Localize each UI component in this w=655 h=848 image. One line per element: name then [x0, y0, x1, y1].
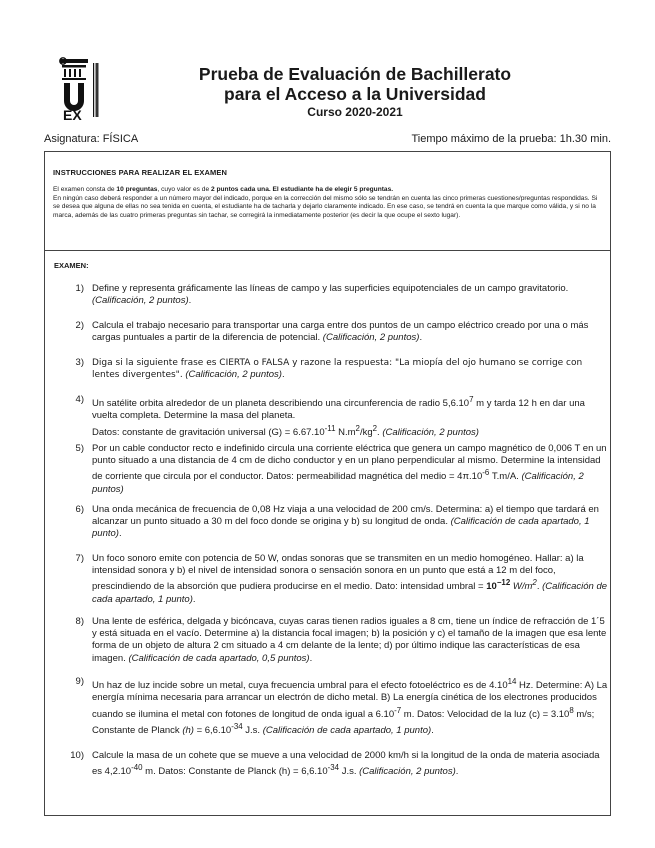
question-text: Hz. Determine: A) La energía mínima necesaria para arrancar un electrón de dicho metal. B) La energía cinética de los electrones producidos cuando se ilumina el metal con fotones de longitud de onda igual a 6.10: [92, 680, 608, 720]
exponent: −12: [496, 578, 511, 588]
exponent: 2: [355, 423, 360, 433]
question-grade: (Calificación, 2 puntos): [185, 369, 282, 381]
question-text: J.s.: [242, 725, 263, 737]
question-8: 8) Una lente de esférica, delgada y bicóncava, cuyas caras tienen radios iguales a 8 cm, tiene un índice de refracción de 1´5 y está situada en el vacío. Determine a) la distancia focal imagen; b) la posición y c) el tamaño de la imagen que esa lente forma de un objeto de altura 2 cm situado a 4 cm delante de la lente; d) por último indique las características de esa imagen. (Calificación de cada apartado, 0,5 puntos).: [68, 616, 610, 665]
subject-label: Asignatura: FÍSICA: [44, 133, 139, 145]
question-text: J.s.: [339, 766, 360, 778]
question-data: N.m: [335, 426, 356, 438]
exponent: -40: [131, 763, 143, 773]
question-text: Calcula el trabajo necesario para transportar una carga entre dos puntos de un campo eléctrico creado por una o más cargas puntuales a partir de la diferencia de potencial.: [92, 320, 589, 344]
instr-bold: 2 puntos cada una: [210, 186, 269, 193]
question-grade: (Calificación de cada apartado, 1 punto): [262, 725, 432, 737]
question-text: m/s; Constante de Planck: [92, 708, 595, 737]
question-text: = 6,6.10: [193, 725, 232, 737]
pi-symbol: π: [462, 471, 470, 483]
exponent: -11: [324, 423, 336, 433]
exponent: 2: [532, 578, 537, 588]
question-text: Define y representa gráficamente las líneas de campo y las superficies equipotenciales de un campo gravitatorio.: [92, 283, 569, 294]
svg-text:EX: EX: [63, 107, 82, 121]
planck-symbol: (h): [182, 725, 194, 737]
question-10: 10) Calcule la masa de un cohete que se mueve a una velocidad de 2000 km/h si la longitud de la onda de materia asociada es $4,2.10^{-40}$ m. Datos: Constante de Planck $(h) = 6,6.10^{-34}$ J.s. (Calificación, 2 puntos).: [68, 750, 610, 779]
university-logo: [54, 57, 104, 121]
instructions-title: INSTRUCCIONES PARA REALIZAR EL EXAMEN: [53, 168, 227, 177]
question-4: [68, 394, 610, 439]
title-line-1: Prueba de Evaluación de Bachillerato: [198, 64, 512, 84]
question-text: m. Datos: Velocidad de la luz (c) = 3.10: [401, 708, 570, 720]
instr-bold: . El estudiante ha de elegir 5 preguntas.: [268, 186, 394, 193]
question-data: .: [377, 426, 383, 438]
question-text: .: [536, 581, 543, 593]
question-grade: (Calificación, 2 puntos): [359, 766, 456, 778]
question-text: Diga si la siguiente frase es CIERTA o FALSA y razone la respuesta: "La miopía del ojo humano se corrige con lentes divergentes".: [92, 358, 583, 381]
instr-bold: 10 preguntas: [116, 186, 158, 193]
instr-text: El examen consta de: [53, 186, 117, 193]
question-number: 2): [75, 320, 84, 331]
question-number: 3): [75, 357, 84, 368]
question-7: 7) Un foco sonoro emite con potencia de 50 W, ondas sonoras que se transmiten en un medio homogéneo. Hallar: a) la intensidad sonora y b) el nivel de intensidad sonora o sensación sonora en un punto que está a 12 m del foco, prescindiendo de la absorción que pudiera producirse en el medio. Dato: intensidad umbral = $10^{-12}$ $W/m^2$. (Calificación de cada apartado, 1 punto).: [68, 553, 610, 606]
question-number: 8): [75, 616, 84, 627]
question-number: 6): [75, 504, 84, 515]
question-text: m y tarda 12 h en dar una vuelta completa. Determine la masa del planeta.: [92, 398, 585, 422]
instructions-section: [45, 152, 610, 251]
question-number: 10): [70, 750, 84, 761]
question-number: 9): [75, 676, 84, 687]
question-number: 5): [75, 443, 84, 454]
time-limit: Tiempo máximo de la prueba: 1h.30 min.: [411, 133, 611, 145]
question-text: Un satélite orbita alrededor de un planeta describiendo una circunferencia de radio 5,6.10: [92, 398, 470, 410]
question-number: 4): [75, 394, 84, 405]
question-text: Una onda mecánica de frecuencia de 0,08 Hz viaja a una velocidad de 200 cm/s. Determina: a) el tiempo que tardará en alcanzar un punto situado a 30 m del foco donde se origina y b) su longitud de onda.: [92, 504, 599, 528]
question-data: /kg: [359, 426, 373, 438]
question-number: 1): [75, 283, 84, 294]
question-2: 2) Calcula el trabajo necesario para transportar una carga entre dos puntos de un campo eléctrico creado por una o más cargas puntuales a partir de la diferencia de potencial. (Calificación, 2 puntos).: [68, 320, 610, 344]
question-text: m. Datos: Constante de Planck (h) = 6,6.10: [142, 766, 328, 778]
question-grade: (Calificación, 2 puntos): [322, 332, 420, 344]
exponent: 7: [469, 395, 474, 404]
question-number: 7): [75, 553, 84, 564]
question-1: 1) Define y representa gráficamente las líneas de campo y las superficies equipotenciales de un campo gravitatorio. (Calificación, 2 puntos).: [68, 283, 610, 307]
exponent: 2: [372, 423, 378, 433]
question-data: Datos: constante de gravitación universal (G) = 6.67.10: [92, 426, 325, 438]
question-5: [68, 443, 610, 496]
course-year: Curso 2020-2021: [307, 105, 403, 119]
formula: 10: [486, 581, 497, 593]
exponent: -34: [231, 721, 243, 731]
formula-unit: W/m: [510, 581, 533, 593]
question-text: .10: [469, 471, 483, 483]
exponent: -34: [327, 763, 340, 773]
exam-title: EXAMEN:: [54, 261, 89, 270]
title-line-2: para el Acceso a la Universidad: [224, 84, 486, 104]
question-grade: (Calificación, 2 puntos): [92, 295, 189, 307]
question-grade: (Calificación de cada apartado, 1 punto): [92, 516, 590, 540]
question-grade: (Calificación de cada apartado, 0,5 puntos): [128, 652, 310, 664]
question-grade: (Calificación, 2 puntos): [92, 471, 584, 495]
exam-header: [150, 64, 560, 120]
question-6: 6) Una onda mecánica de frecuencia de 0,08 Hz viaja a una velocidad de 200 cm/s. Determina: a) el tiempo que tardará en alcanzar un punto situado a 30 m del foco donde se origina y b) su longitud de onda. (Calificación de cada apartado, 1 punto).: [68, 504, 610, 541]
question-grade: (Calificación de cada apartado, 1 punto): [92, 581, 608, 605]
instructions-paragraph-2: En ningún caso deberá responder a un número mayor del indicado, porque en la corrección del mismo sólo se tendrán en cuenta las cinco primeras cuestiones/preguntas respondidas. Si se desea que alguna de ellas no sea tenida en cuenta, el estudiante ha de tacharla y dejarlo claramente indicado. En ese caso, se tendrá en cuenta la que marque como válida, y si no la marca, además de las cuatro primeras preguntas sin tachar, se corregirá la inmediatamente posterior (es decir la que ocupe el sexto lugar).: [53, 194, 598, 219]
exponent: -6: [482, 468, 490, 478]
question-9: 9) Un haz de luz incide sobre un metal, cuya frecuencia umbral para el efecto fotoeléctrico es de 4.10$^{14}$ Hz. Determine: A) La energía mínima necesaria para arrancar un electrón de dicho metal. B) La energía cinética de los electrones producidos cuando se ilumina el metal con fotones de longitud de onda igual a $6.10^{-7}$ m. Datos: Velocidad de la luz $(c) = 3.10^8$ m/s; Constante de Planck $(h) = 6,6.10^{-34}$ J.s. (Calificación de cada apartado, 1 punto).: [68, 676, 610, 737]
exam-box: [44, 151, 611, 816]
question-text: Una lente de esférica, delgada y bicóncava, cuyas caras tienen radios iguales a 8 cm, tiene un índice de refracción de 1´5 y está situada en el vacío. Determine a) la distancia focal imagen; b) la posición y c) el tamaño de la imagen que esa lente forma de un objeto de altura 2 cm situado a 4 cm delante de la lente; d) por último indique las características de esa imagen.: [92, 616, 607, 664]
question-text: Un haz de luz incide sobre un metal, cuya frecuencia umbral para el efecto fotoeléctrico es de 4.10: [92, 680, 508, 692]
uex-logo-icon: [54, 57, 104, 121]
question-grade: (Calificación, 2 puntos): [382, 426, 479, 438]
exponent: 14: [507, 677, 517, 686]
question-text: T.m/A.: [489, 471, 522, 483]
exponent: -7: [394, 705, 402, 715]
exponent: 8: [569, 705, 574, 715]
instr-text: , cuyo valor es de: [157, 186, 211, 193]
question-text: Calcule la masa de un cohete que se mueve a una velocidad de 2000 km/h si la longitud de la onda de materia asociada es 4,2.10: [92, 750, 600, 778]
instructions-paragraph-1: [53, 186, 602, 195]
question-text: Un foco sonoro emite con potencia de 50 W, ondas sonoras que se transmiten en un medio homogéneo. Hallar: a) la intensidad sonora y b) el nivel de intensidad sonora o sensación sonora en un punto que está a 12 m del foco, prescindiendo de la absorción que pudiera producirse en el medio. Dato: intensidad umbral =: [92, 553, 584, 593]
question-3: 3) Diga si la siguiente frase es CIERTA o FALSA y razone la respuesta: "La miopía del ojo humano se corrige con lentes divergentes". (Calificación, 2 puntos).: [68, 357, 610, 381]
question-text: Por un cable conductor recto e indefinido circula una corriente eléctrica que genera un campo magnético de 0,006 T en un punto situado a una distancia de 4 cm de dicho conductor y en un plano perpendicular al mismo. Determine la intensidad de corriente que circula por el conductor. Datos: permeabilidad magnética del medio = 4: [92, 443, 607, 483]
